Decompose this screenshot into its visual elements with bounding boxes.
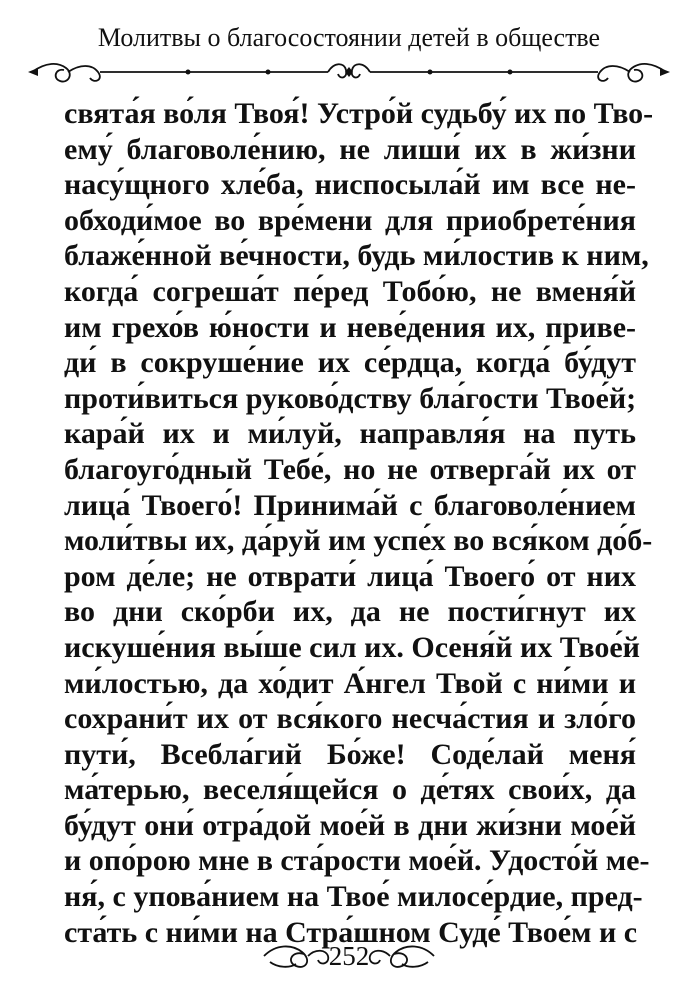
prayer-text (64, 96, 654, 950)
text-line: ма́терью, веселя́щейся о де́тях свои́х, да (64, 773, 636, 807)
text-line: насу́щного хле́ба, ниспосыла́й им все не- (64, 168, 636, 202)
text-line: им грехо́в ю́ности и неве́дения их, приве- (64, 310, 636, 344)
center-scroll-ornament (328, 64, 346, 77)
decorative-divider (28, 54, 670, 90)
text-line: моли́твы их, да́руй им успе́х во вся́ком до́б- (64, 524, 653, 558)
running-header: Молитвы о благосостоянии детей в обществе (97, 23, 601, 52)
text-line: ром де́ле; не отврати́ лица́ Твоего́ от них (64, 559, 636, 593)
text-line: когда́ согреша́т пе́ред Тобо́ю, не вменя́й (64, 274, 636, 308)
text-line: и опо́рою мне в ста́рости мое́й. Удосто́й ме- (64, 844, 650, 878)
right-footer-ornament (366, 938, 436, 974)
text-line: ди́ в сокруше́ние их се́рдца, когда́ бу́дут (64, 346, 636, 380)
text-line: кара́й их и ми́луй, направля́я на путь (64, 417, 636, 451)
text-line: бу́дут они́ отра́дой мое́й в дни жи́зни мое́й (64, 808, 636, 842)
text-line: свята́я во́ля Твоя́! Устро́й судьбу́ их по Тво- (64, 97, 654, 130)
page-number: 252 (328, 941, 370, 971)
text-line: сохрани́т их от вся́кого несча́стия и зло́го (64, 702, 636, 736)
text-line: обходи́мое во вре́мени для приобрете́ния (64, 203, 636, 237)
text-line: лица́ Твоего́! Принима́й с благоволе́нием (64, 488, 636, 522)
text-line: пути́, Всебла́гий Бо́же! Соде́лай меня́ (64, 737, 636, 771)
text-line: благоуго́дный Тебе́, но не отверга́й их от (64, 452, 636, 486)
text-line: проти́виться руково́дству бла́гости Твое́й; (64, 381, 637, 415)
text-line: ми́лостью, да хо́дит А́нгел Твой с ни́ми и (64, 666, 636, 700)
text-line: ста́ть с ни́ми на Стра́шном Суде́ Твое́м и с (64, 915, 638, 949)
text-line: во дни ско́рби их, да не пости́гнут их (64, 595, 636, 629)
text-line: блаже́нной ве́чности, будь ми́лостив к ним, (64, 239, 649, 273)
text-line: ня́, с упова́нием на Твое́ милосе́рдие, пред- (64, 880, 643, 914)
page-footer (0, 934, 698, 978)
text-line: искуше́ния вы́ше сил их. Осеня́й их Твое́й (64, 630, 640, 664)
text-line: ему́ благоволе́нию, не лиши́ их в жи́зни (64, 132, 636, 166)
